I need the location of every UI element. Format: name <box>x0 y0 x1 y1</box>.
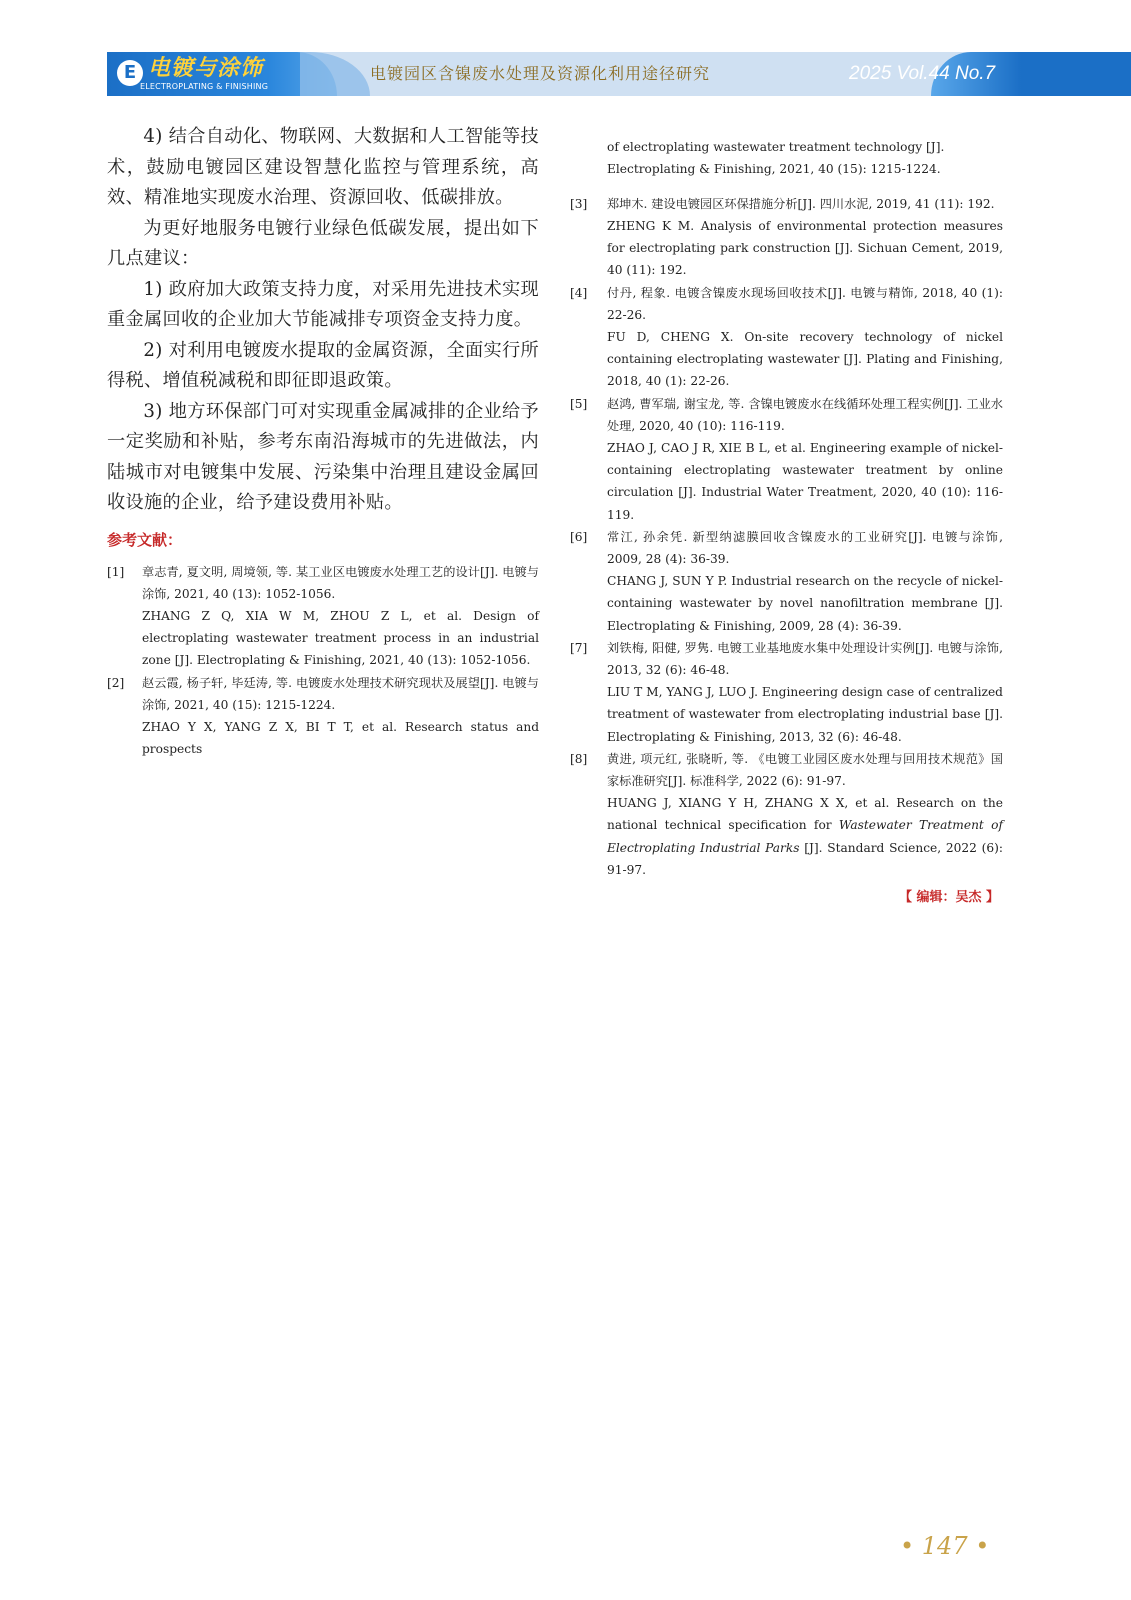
reference-en: ZHAO Y X, YANG Z X, BI T T, et al. Research status and prospects <box>142 719 539 757</box>
journal-name-en: ELECTROPLATING & FINISHING <box>140 82 269 91</box>
reference-cn: 赵云霞, 杨子轩, 毕廷涛, 等. 电镀废水处理技术研究现状及展望[J]. 电镀与涂饰, 2021, 40 (15): 1215-1224. <box>142 675 539 712</box>
reference-number: [2] <box>107 675 125 690</box>
reference-en: LIU T M, YANG J, LUO J. Engineering design case of centralized treatment of wastewater from electroplating industrial base [J]. Electroplating & Finishing, 2013, 32 (6): 46-48. <box>607 685 1003 744</box>
left-column <box>107 122 539 760</box>
body-paragraph: 4) 结合自动化、物联网、大数据和人工智能等技术，鼓励电镀园区建设智慧化监控与管理系统，高效、精准地实现废水治理、资源回收、低碳排放。 <box>107 126 539 208</box>
reference-number: [7] <box>570 640 588 655</box>
issue-info: 2025 Vol.44 No.7 <box>849 63 996 84</box>
page-number: • 147 • <box>900 1532 990 1560</box>
reference-item <box>570 637 1003 748</box>
reference-en: ZHAO J, CAO J R, XIE B L, et al. Engineering example of nickel-containing electroplating wastewater treatment by online circulation [J]. Industrial Water Treatment, 2020, 40 (10): 116-119. <box>607 441 1003 522</box>
reference-en-text: HUANG J, XIANG Y H, ZHANG X X, et al. Research on the national technical specification for <box>607 796 1003 833</box>
reference-item <box>107 672 539 761</box>
right-column <box>570 124 1003 909</box>
reference-list <box>107 561 539 761</box>
editor-note: 【 编辑：吴杰 】 <box>898 890 999 906</box>
reference-item <box>570 526 1003 637</box>
reference-number: [3] <box>570 196 588 211</box>
reference-en: CHANG J, SUN Y P. Industrial research on the recycle of nickel-containing wastewater by novel nanofiltration membrane [J]. Electroplating & Finishing, 2009, 28 (4): 36-39. <box>607 574 1003 633</box>
reference-number: [4] <box>570 285 588 300</box>
reference-number: [8] <box>570 751 588 766</box>
reference-en: ZHENG K M. Analysis of environmental protection measures for electroplating park construction [J]. Sichuan Cement, 2019, 40 (11): 192. <box>607 218 1003 278</box>
reference-en: FU D, CHENG X. On-site recovery technology of nickel containing electroplating wastewater [J]. Plating and Finishing, 2018, 40 (1): 22-26. <box>607 330 1003 389</box>
reference-cn: 刘铁梅, 阳健, 罗隽. 电镀工业基地废水集中处理设计实例[J]. 电镀与涂饰, 2013, 32 (6): 46-48. <box>607 640 1003 678</box>
reference-number: [5] <box>570 396 588 411</box>
reference-cn: 黄进, 项元红, 张晓昕, 等. 《电镀工业园区废水处理与回用技术规范》国家标准研究[J]. 标准科学, 2022 (6): 91-97. <box>607 751 1003 789</box>
reference-cn: 付丹, 程象. 电镀含镍废水现场回收技术[J]. 电镀与精饰, 2018, 40 (1): 22-26. <box>607 285 1003 322</box>
reference-cn: 章志青, 夏文明, 周境领, 等. 某工业区电镀废水处理工艺的设计[J]. 电镀与涂饰, 2021, 40 (13): 1052-1056. <box>142 564 539 601</box>
body-paragraph: 1) 政府加大政策支持力度，对采用先进技术实现重金属回收的企业加大节能减排专项资金支持力度。 <box>107 278 539 330</box>
reference-en <box>607 792 1003 881</box>
reference-cn: 赵鸿, 曹军瑞, 谢宝龙, 等. 含镍电镀废水在线循环处理工程实例[J]. 工业水处理, 2020, 40 (10): 116-119. <box>607 396 1003 433</box>
reference-en: of electroplating wastewater treatment technology [J]. Electroplating & Finishing, 2021, 40 (15): 1215-1224. <box>607 140 945 177</box>
reference-item <box>570 193 1003 282</box>
body-paragraph: 为更好地服务电镀行业绿色低碳发展，提出如下几点建议： <box>107 217 539 269</box>
reference-en: ZHANG Z Q, XIA W M, ZHOU Z L, et al. Design of electroplating wastewater treatment process in an industrial zone [J]. Electroplating & Finishing, 2021, 40 (13): 1052-1056. <box>142 608 539 668</box>
reference-en-text: [J]. Standard Science, 2022 (6): 91-97. <box>607 840 1003 877</box>
body-paragraph: 3) 地方环保部门可对实现重金属减排的企业给予一定奖励和补贴，参考东南沿海城市的先进做法，内陆城市对电镀集中发展、污染集中治理且建设金属回收设施的企业，给予建设费用补贴。 <box>107 400 539 513</box>
journal-logo-icon: E <box>117 60 143 86</box>
running-title: 电镀园区含镍废水处理及资源化利用途径研究 <box>370 64 711 83</box>
reference-continuation <box>570 136 1003 180</box>
references-heading: 参考文献： <box>107 530 183 549</box>
body-paragraph: 2) 对利用电镀废水提取的金属资源，全面实行所得税、增值税减税和即征即退政策。 <box>107 339 539 391</box>
reference-en-italic: Wastewater Treatment of Electroplating Industrial Parks <box>607 818 1003 855</box>
reference-cn: 郑坤木. 建设电镀园区环保措施分析[J]. 四川水泥, 2019, 41 (11): 192. <box>607 196 995 211</box>
reference-item <box>570 748 1003 881</box>
reference-item <box>570 282 1003 393</box>
reference-item <box>570 393 1003 526</box>
reference-number: [6] <box>570 529 588 544</box>
reference-cn: 常江, 孙余凭. 新型纳滤膜回收含镍废水的工业研究[J]. 电镀与涂饰, 2009, 28 (4): 36-39. <box>607 529 1003 567</box>
journal-name-cn: 电镀与涂饰 <box>148 55 264 81</box>
reference-number: [1] <box>107 564 125 579</box>
reference-item <box>107 561 539 672</box>
